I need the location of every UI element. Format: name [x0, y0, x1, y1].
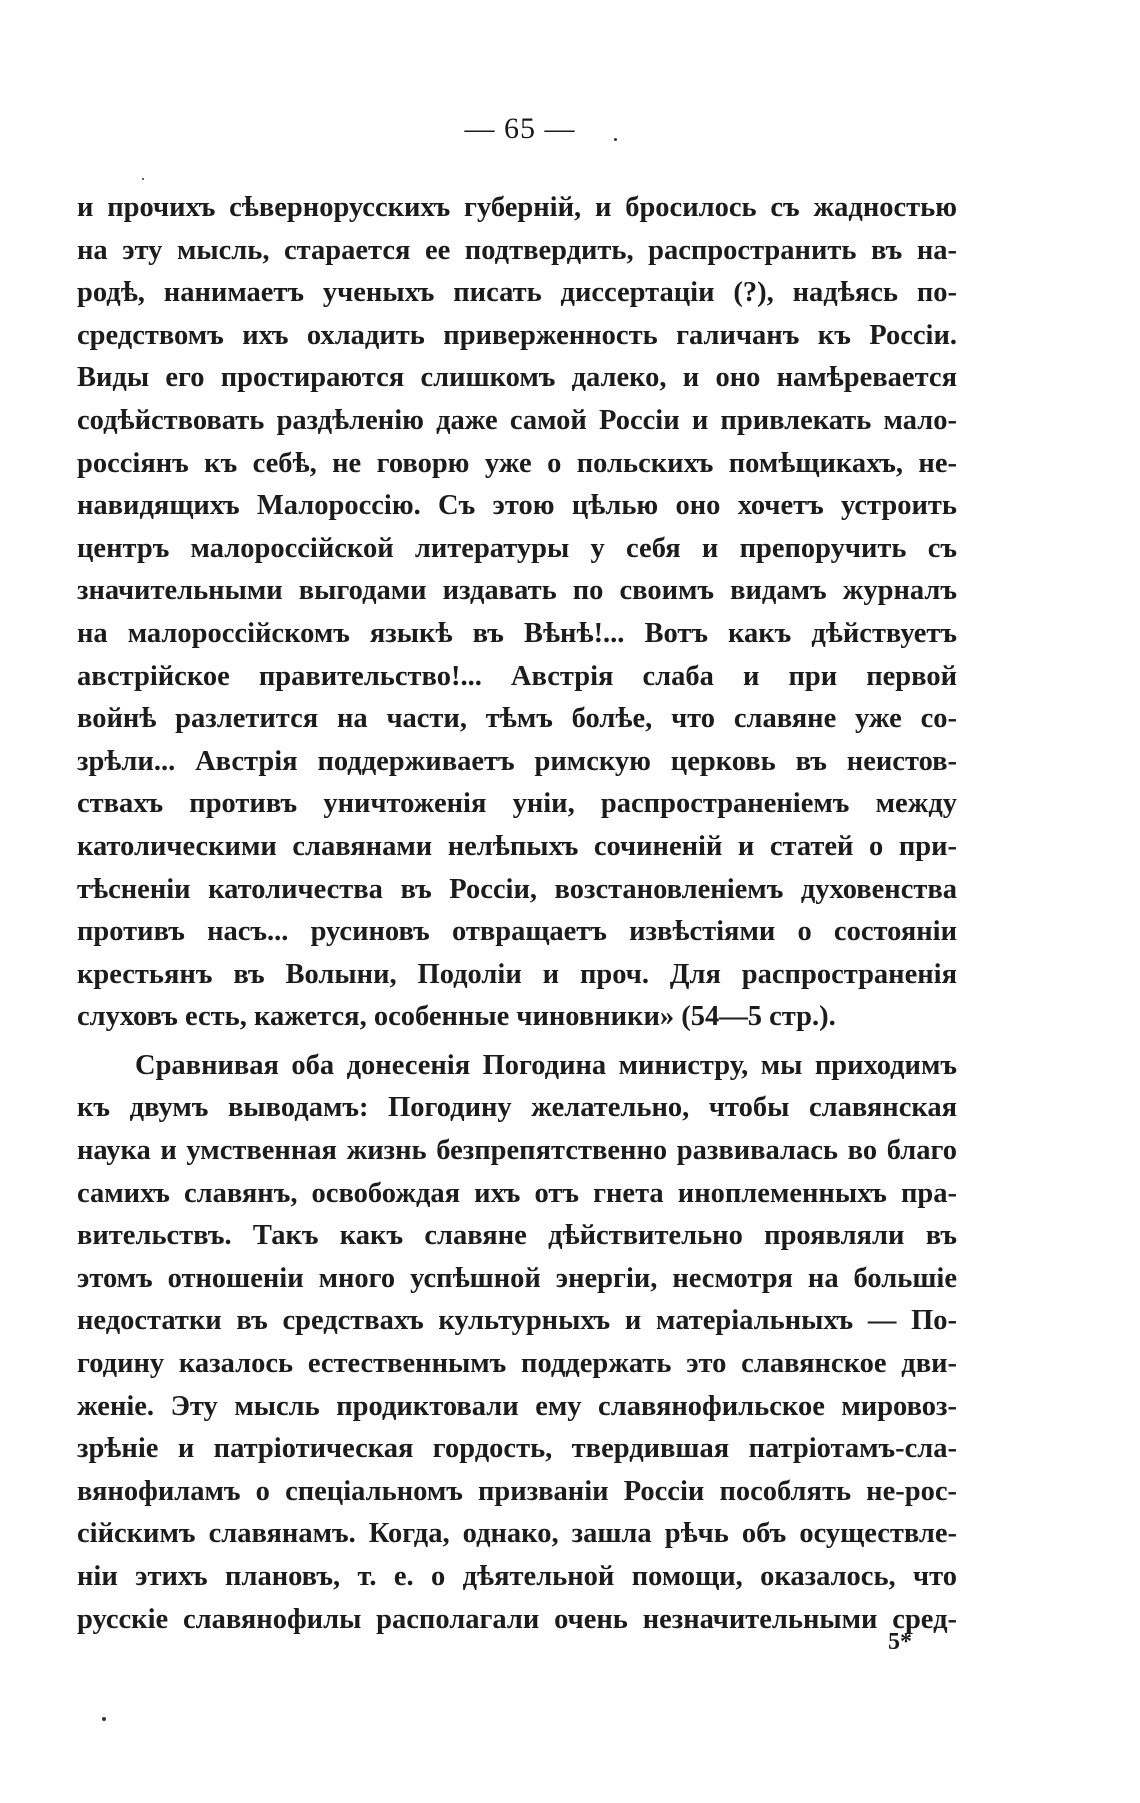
text-line: крестьянъ въ Волыни, Подоліи и проч. Для распространенія [77, 958, 957, 990]
text-line: сійскимъ славянамъ. Когда, однако, зашла рѣчь объ осуществле- [77, 1518, 957, 1550]
text-line: слуховъ есть, кажется, особенные чиновники» (54—5 стр.). [77, 1001, 836, 1033]
text-line: зрѣніе и патріотическая гордость, твердившая патріотамъ-сла- [77, 1433, 957, 1465]
text-line: недостатки въ средствахъ культурныхъ и матеріальныхъ — По- [77, 1305, 957, 1337]
text-line: родѣ, нанимаетъ ученыхъ писать диссертаціи (?), надѣясь по- [77, 277, 957, 309]
body-text [77, 187, 957, 1641]
text-line: женіе. Эту мысль продиктовали ему славянофильское мировоз- [77, 1390, 957, 1422]
text-line: австрійское правительство!... Австрія слаба и при первой [77, 660, 957, 692]
text-line: и прочихъ сѣвернорусскихъ губерній, и бросилось съ жадностью [77, 192, 957, 223]
text-line: россіянъ къ себѣ, не говорю уже о польскихъ помѣщикахъ, не- [77, 447, 957, 479]
text-line: этомъ отношеніи много успѣшной энергіи, несмотря на большіе [77, 1262, 957, 1294]
text-line: Виды его простираются слишкомъ далеко, и оно намѣревается [77, 362, 957, 394]
text-line: вительствъ. Такъ какъ славяне дѣйствительно проявляли въ [77, 1220, 957, 1252]
ink-speck [102, 1717, 106, 1721]
text-line: содѣйствовать раздѣленію даже самой Россіи и привлекать мало- [77, 404, 957, 436]
paragraph [77, 187, 957, 1039]
text-line: тѣсненіи католичества въ Россіи, возстановленіемъ духовенства [77, 873, 957, 905]
text-line: на эту мысль, старается ее подтвердить, распространить въ на- [77, 234, 957, 266]
text-line: Сравнивая оба донесенія Погодина министру, мы приходимъ [135, 1049, 957, 1081]
text-line: ствахъ противъ уничтоженія уніи, распространеніемъ между [77, 788, 957, 820]
text-line: къ двумъ выводамъ: Погодину желательно, чтобы славянская [77, 1092, 957, 1124]
text-line: вянофиламъ о спеціальномъ призваніи Россіи пособлять не-рос- [77, 1475, 957, 1507]
text-line: противъ насъ... русиновъ отвращаетъ извѣстіями о состояніи [77, 916, 957, 948]
paragraph [77, 1045, 957, 1641]
text-line: русскіе славянофилы располагали очень незначительными сред- [77, 1603, 957, 1635]
ink-speck [142, 178, 144, 180]
text-line: средствомъ ихъ охладить приверженность галичанъ къ Россіи. [77, 319, 957, 351]
text-line: католическими славянами нелѣпыхъ сочиненій и статей о при- [77, 830, 957, 862]
text-line: значительными выгодами издавать по своимъ видамъ журналъ [77, 575, 957, 607]
text-line: самихъ славянъ, освобождая ихъ отъ гнета иноплеменныхъ пра- [77, 1177, 957, 1209]
page-number: — 65 — [464, 112, 576, 145]
ink-speck [614, 138, 617, 141]
text-line: годину казалось естественнымъ поддержать это славянское дви- [77, 1348, 957, 1380]
text-line: на малороссійскомъ языкѣ въ Вѣнѣ!... Вотъ какъ дѣйствуетъ [77, 617, 957, 649]
text-line: ніи этихъ плановъ, т. е. о дѣятельной помощи, оказалось, что [77, 1561, 957, 1592]
text-line: войнѣ разлетится на части, тѣмъ болѣе, что славяне уже со- [77, 703, 957, 735]
text-line: навидящихъ Малороссію. Съ этою цѣлью оно хочетъ устроить [77, 490, 957, 522]
text-line: зрѣли... Австрія поддерживаетъ римскую церковь въ неистов- [77, 745, 957, 777]
signature-mark: 5* [888, 1629, 912, 1655]
text-line: центръ малороссійской литературы у себя и препоручить съ [77, 532, 957, 564]
text-line: наука и умственная жизнь безпрепятственно развивалась во благо [77, 1135, 957, 1167]
